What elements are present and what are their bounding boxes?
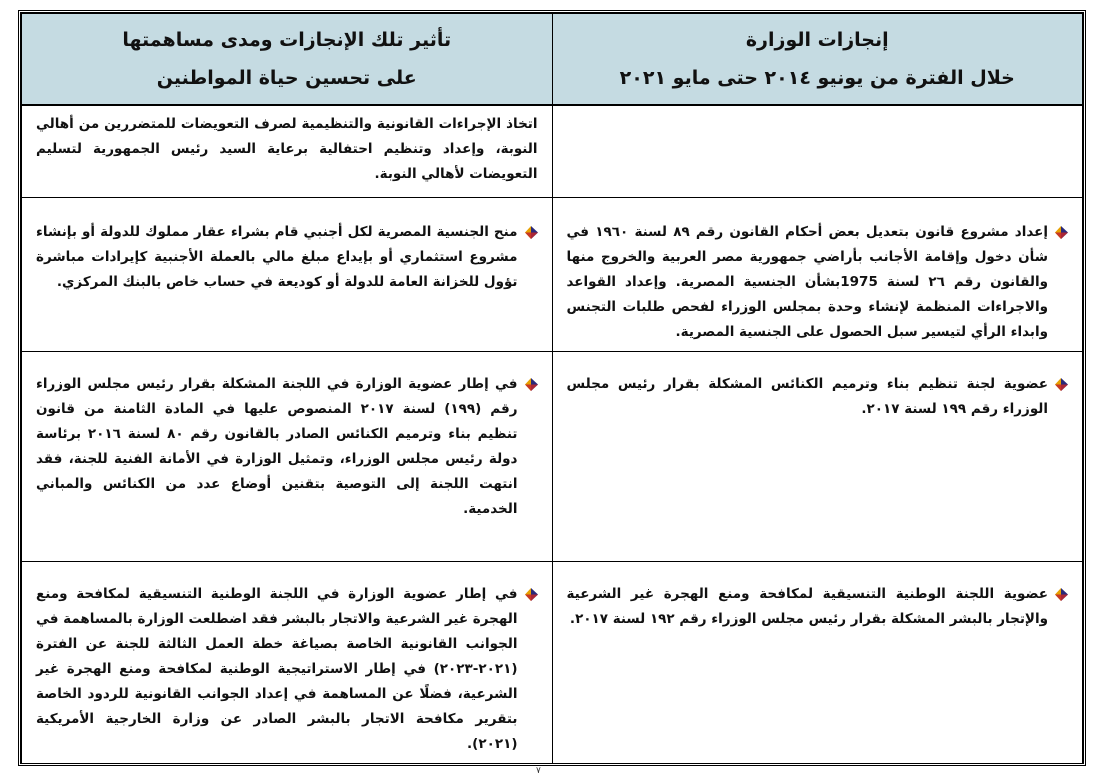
header-impact-title: تأثير تلك الإنجازات ومدى مساهمتها [122, 29, 452, 51]
impact-cell [22, 197, 553, 351]
achievement-item [567, 220, 1069, 345]
table-header-row [22, 14, 1083, 106]
arrow-bullet-icon [1055, 588, 1068, 601]
impact-text: اتخاذ الإجراءات القانونية والتنظيمية لصرف التعويضات للمتضررين من أهالي النوبة، وإعداد وتنظيم احتفالية برعاية السيد رئيس الجمهورية لتسليم التعويضات لأهالي النوبة. [36, 116, 538, 182]
header-achievements [552, 14, 1083, 106]
impact-cell [22, 351, 553, 561]
arrow-bullet-icon [525, 226, 538, 239]
arrow-bullet-icon [1055, 226, 1068, 239]
page-number: ٧ [536, 766, 541, 776]
impact-item [36, 582, 538, 757]
header-achievements-period: خلال الفترة من يونيو ٢٠١٤ حتى مايو ٢٠٢١ [619, 67, 1015, 89]
table-row [22, 105, 1083, 197]
achievement-text: إعداد مشروع قانون بتعديل بعض أحكام القانون رقم ٨٩ لسنة ١٩٦٠ في شأن دخول وإقامة الأجانب بأراضي جمهورية مصر العربية والخروج منها والقانون رقم ٢٦ لسنة 1975بشأن الجنسية المصرية. وإعداد القواعد والاجراءات المنظمة لإنشاء وحدة بمجلس الوزراء لفحص طلبات التجنس وابداء الرأي لتيسير سبل الحصول على الجنسية المصرية. [566, 223, 1049, 340]
impact-text: في إطار عضوية الوزارة في اللجنة الوطنية التنسيقية لمكافحة ومنع الهجرة غير الشرعية والاتجار بالبشر فقد اضطلعت الوزارة بالمساهمة في الجوانب القانونية الخاصة بصياغة خطة العمل الثالثة للجنة عن الفترة (٢٠٢١-٢٠٢٣) في إطار الاستراتيجية الوطنية لمكافحة ومنع الهجرة غير الشرعية، فضلًا عن المساهمة في إعداد الجوانب القانونية للردود الخاصة بتقرير مكافحة الاتجار بالبشر الصادر عن وزارة الخارجية الأمريكية (٢٠٢١). [35, 585, 518, 752]
achievement-cell [552, 197, 1083, 351]
header-impact [22, 14, 553, 106]
impact-text: في إطار عضوية الوزارة في اللجنة المشكلة بقرار رئيس مجلس الوزراء رقم (١٩٩) لسنة ٢٠١٧ المنصوص عليها في المادة الثامنة من قانون تنظيم بناء وترميم الكنائس الصادر بالقانون رقم ٨٠ لسنة ٢٠١٦ برئاسة دولة رئيس مجلس الوزراء، وتمثيل الوزارة في الأمانة الفنية للجنة، فقد انتهت اللجنة إلى التوصية بتقنين أوضاع عدد من الكنائس والمباني الخدمية. [36, 375, 518, 517]
header-impact-subtitle: على تحسين حياة المواطنين [156, 67, 417, 89]
impact-item [36, 220, 538, 295]
achievement-cell [552, 351, 1083, 561]
achievement-cell [552, 561, 1083, 763]
achievement-text: عضوية لجنة تنظيم بناء وترميم الكنائس المشكلة بقرار رئيس مجلس الوزراء رقم ١٩٩ لسنة ٢٠١٧. [566, 375, 1048, 417]
impact-text: منح الجنسية المصرية لكل أجنبي قام بشراء عقار مملوك للدولة أو بإنشاء مشروع استثماري أو بإيداع مبلغ مالي بالعملة الأجنبية كإيرادات مباشرة تؤول للخزانة العامة للدولة أو كوديعة في حساب خاص بالبنك المركزي. [36, 223, 518, 290]
document-frame [18, 10, 1086, 766]
impact-cell [22, 105, 553, 197]
achievement-item [567, 582, 1069, 632]
arrow-bullet-icon [525, 378, 538, 391]
arrow-bullet-icon [1055, 378, 1068, 391]
impact-item [36, 372, 538, 522]
table-row [22, 351, 1083, 561]
achievement-cell [552, 105, 1083, 197]
header-achievements-title: إنجازات الوزارة [745, 29, 889, 51]
table-row [22, 561, 1083, 763]
impact-cell [22, 561, 553, 763]
arrow-bullet-icon [525, 588, 538, 601]
achievement-item [567, 372, 1069, 422]
achievement-text: عضوية اللجنة الوطنية التنسيقية لمكافحة ومنع الهجرة غير الشرعية والإتجار بالبشر المشكلة بقرار رئيس مجلس الوزراء رقم ١٩٢ لسنة ٢٠١٧. [566, 585, 1048, 627]
achievements-table [21, 13, 1083, 764]
table-row [22, 197, 1083, 351]
